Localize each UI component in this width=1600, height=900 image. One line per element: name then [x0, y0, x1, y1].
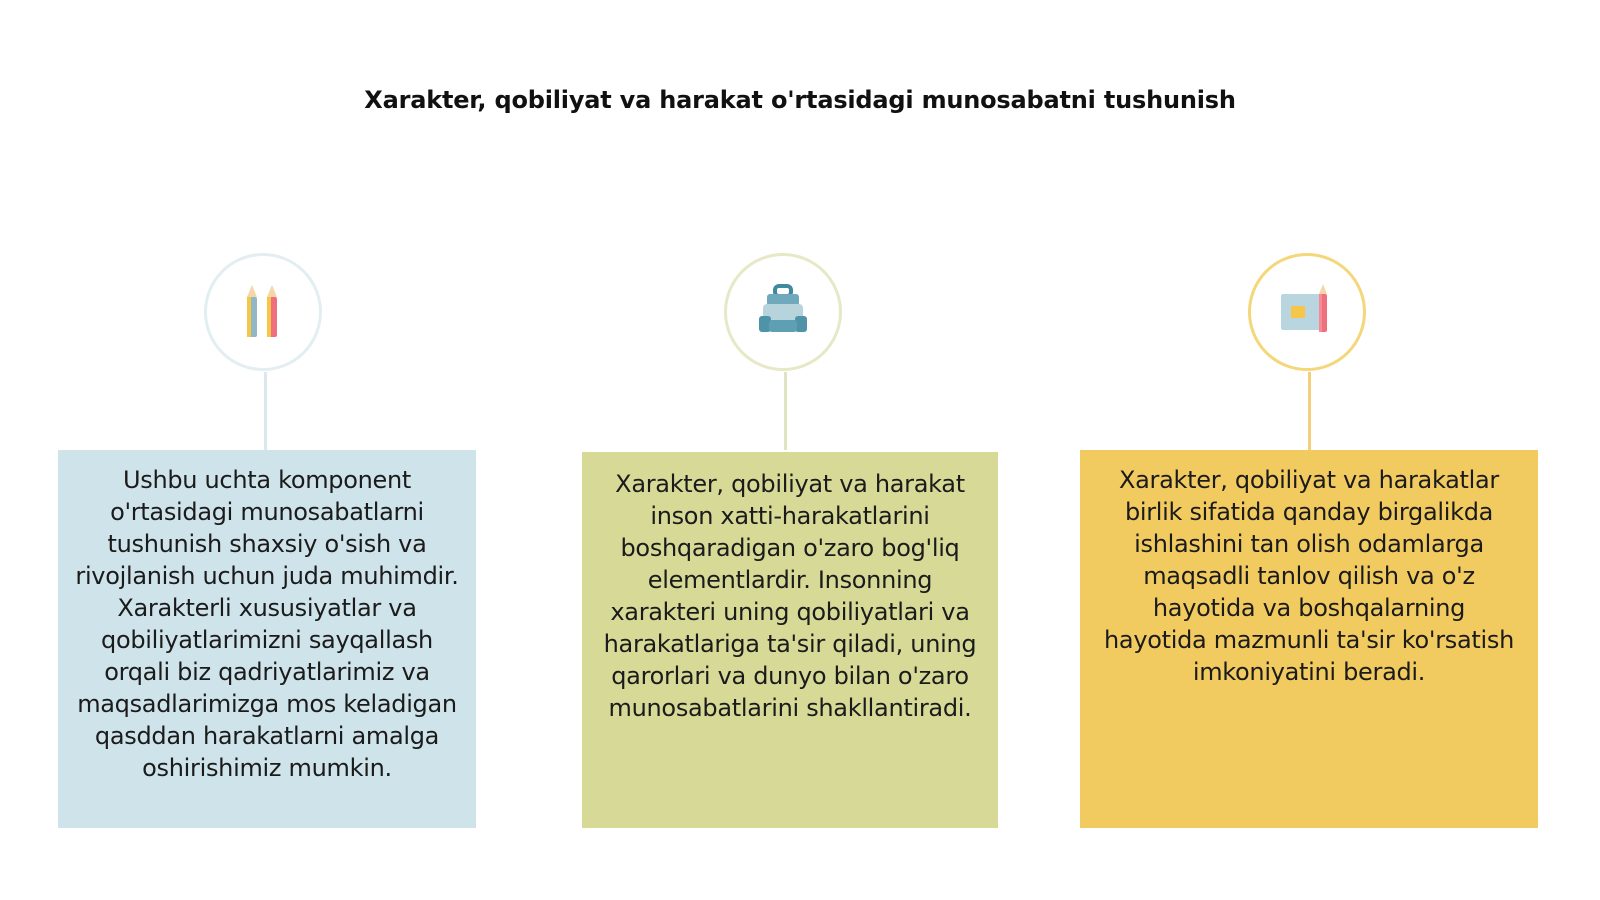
drawing-board-pencil-icon [1275, 280, 1339, 344]
step-3-connector [1308, 372, 1311, 450]
step-2-icon-circle [724, 253, 842, 371]
step-1-text: Ushbu uchta komponent o'rtasidagi munosabatlarni tushunish shaxsiy o'sish va rivojlanish uchun juda muhimdir. Xarakterli xususiyatlar va qobiliyatlarimizni sayqallash orqali biz qadriyatlarimiz va maqsadlarimizga mos keladigan qasddan harakatlarni amalga oshirishimiz mumkin. [75, 466, 459, 782]
step-2-connector [784, 372, 787, 450]
step-1-connector [264, 372, 267, 450]
step-3-icon-circle [1248, 253, 1366, 371]
backpack-icon [751, 280, 815, 344]
colored-pencils-icon [233, 277, 293, 347]
step-2-text: Xarakter, qobiliyat va harakat inson xatti-harakatlarini boshqaradigan o'zaro bog'liq elementlardir. Insonning xarakteri uning qobiliyatlari va harakatlariga ta'sir qiladi, uning qarorlari va dunyo bilan o'zaro munosabatlarini shakllantiradi. [603, 470, 977, 722]
step-1-card [58, 450, 476, 828]
page-title: Xarakter, qobiliyat va harakat o'rtasidagi munosabatni tushunish [364, 86, 1236, 114]
step-3-text: Xarakter, qobiliyat va harakatlar birlik sifatida qanday birgalikda ishlashini tan olish odamlarga maqsadli tanlov qilish va o'z hayotida va boshqalarning hayotida mazmunli ta'sir ko'rsatish imkoniyatini beradi. [1104, 466, 1514, 686]
step-2-card [582, 452, 998, 828]
step-3-card [1080, 450, 1538, 828]
step-1-icon-circle [204, 253, 322, 371]
